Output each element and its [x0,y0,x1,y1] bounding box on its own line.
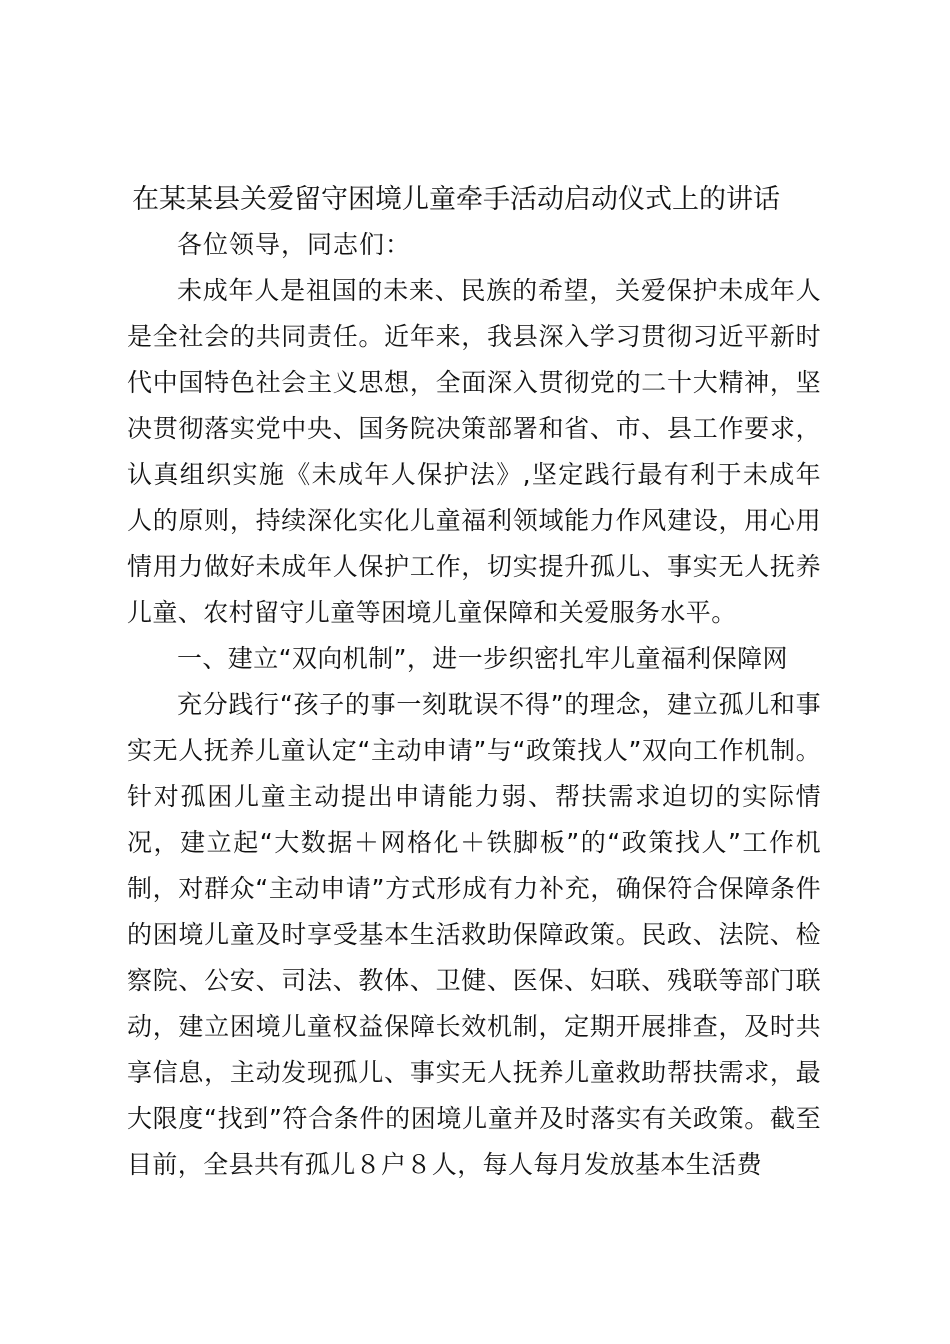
greeting: 各位领导，同志们： [177,230,412,259]
document-body [127,222,821,1188]
document-title: 在某某县关爱留守困境儿童牵手活动启动仪式上的讲话 [132,184,780,215]
intro-paragraph: 未成年人是祖国的未来、民族的希望，关爱保护未成年人是全社会的共同责任。近年来，我县深入学习贯彻习近平新时代中国特色社会主义思想，全面深入贯彻党的二十大精神，坚决贯彻落实党中央、国务院决策部署和省、市、县工作要求，认真组织实施《未成年人保护法》,坚定践行最有利于未成年人的原则，持续深化实化儿童福利领域能力作风建设，用心用情用力做好未成年人保护工作，切实提升孤儿、事实无人抚养儿童、农村留守儿童等困境儿童保障和关爱服务水平。 [127,276,821,627]
section-1-paragraph: 充分践行“孩子的事一刻耽误不得”的理念，建立孤儿和事实无人抚养儿童认定“主动申请”与“政策找人”双向工作机制。针对孤困儿童主动提出申请能力弱、帮扶需求迫切的实际情况，建立起“大数据＋网格化＋铁脚板”的“政策找人”工作机制，对群众“主动申请”方式形成有力补充，确保符合保障条件的困境儿童及时享受基本生活救助保障政策。民政、法院、检察院、公安、司法、教体、卫健、医保、妇联、残联等部门联动，建立困境儿童权益保障长效机制，定期开展排查，及时共享信息，主动发现孤儿、事实无人抚养儿童救助帮扶需求，最大限度“找到”符合条件的困境儿童并及时落实有关政策。截至目前，全县共有孤儿８户８人，每人每月发放基本生活费 [127,690,821,1179]
section-heading-1: 一、建立“双向机制”，进一步织密扎牢儿童福利保障网 [177,644,788,673]
